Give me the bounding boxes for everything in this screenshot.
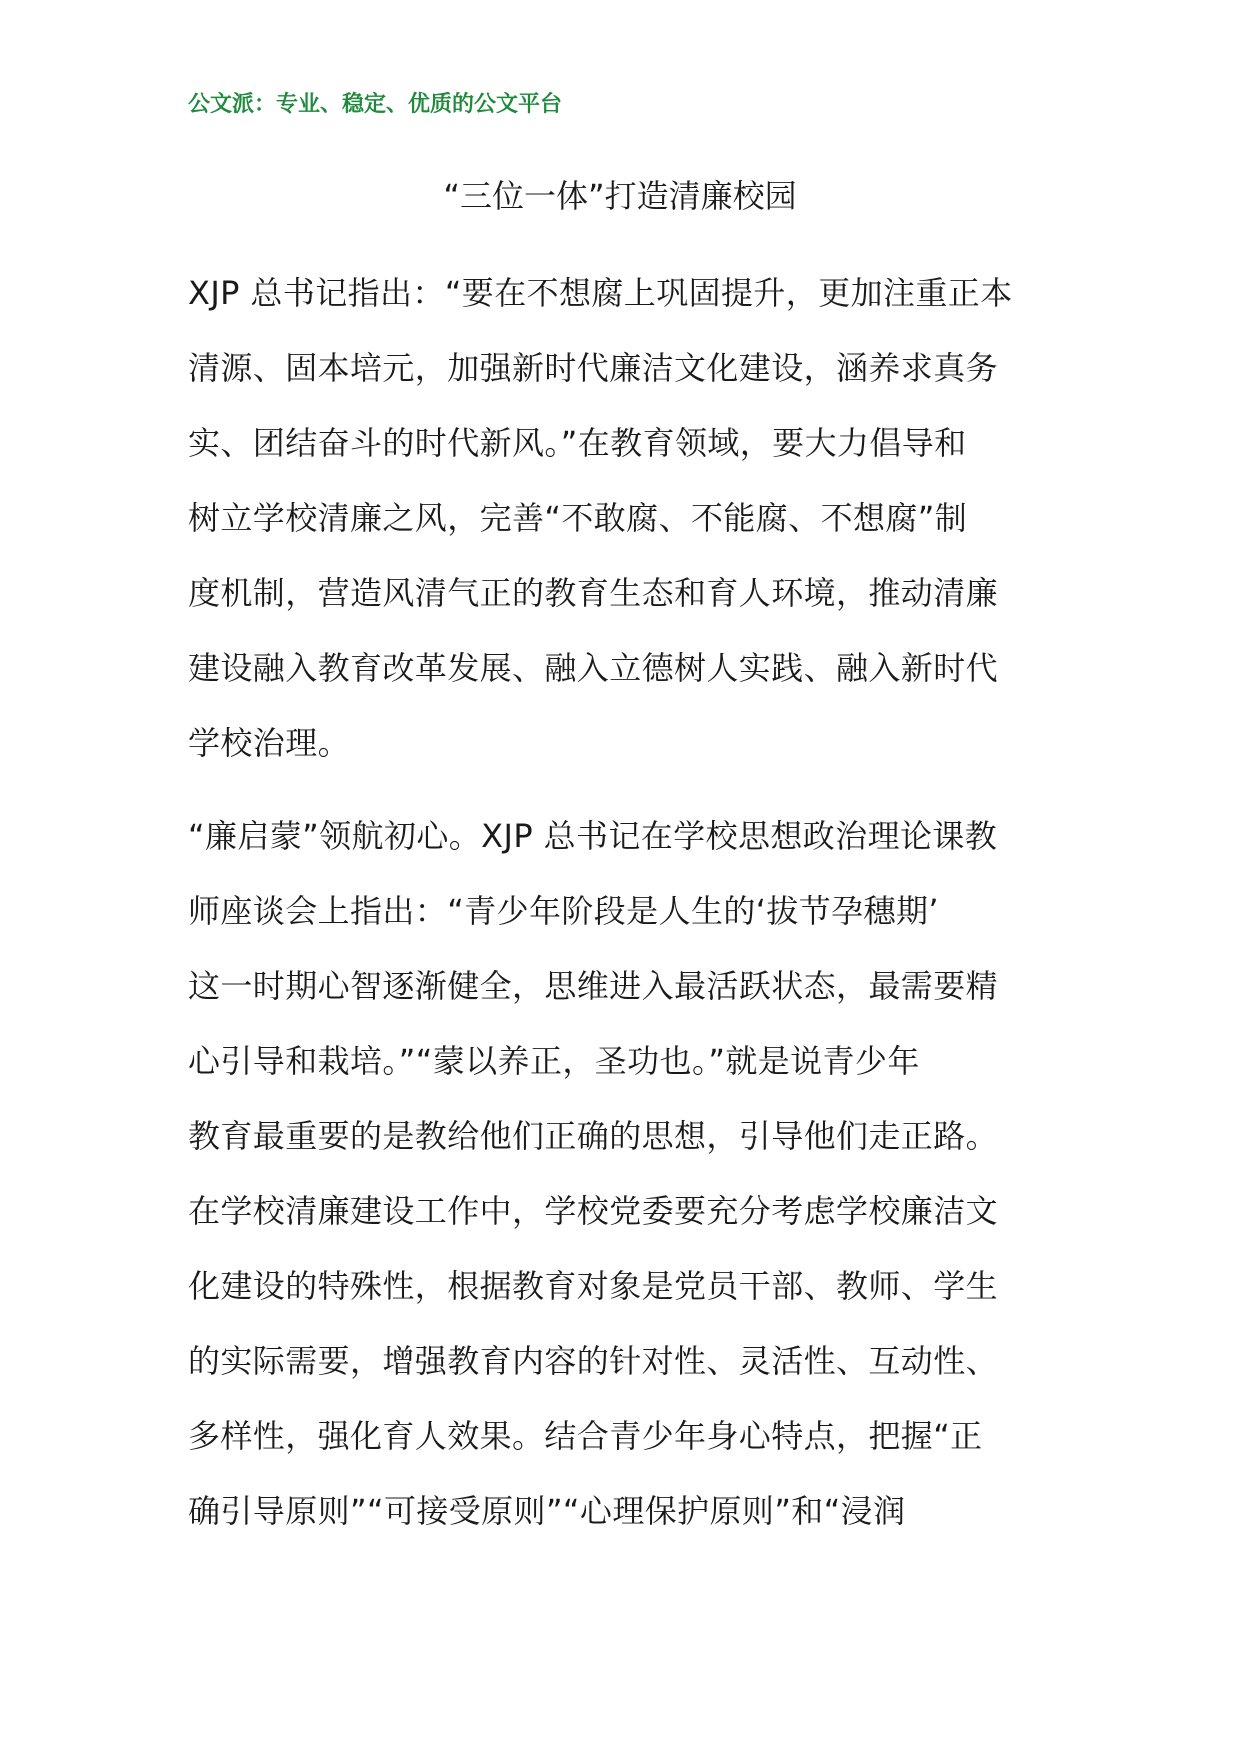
paragraph-spacer bbox=[188, 781, 1064, 799]
document-title: “三位一体”打造清廉校园 bbox=[443, 177, 797, 215]
text-line: 清源、固本培元，加强新时代廉洁文化建设，涵养求真务 bbox=[188, 349, 999, 387]
paragraph-2 bbox=[188, 799, 1064, 1549]
document-body bbox=[188, 256, 1064, 1549]
text-line: 化建设的特殊性，根据教育对象是党员干部、教师、学生 bbox=[188, 1267, 999, 1305]
text-line: 教育最重要的是教给他们正确的思想，引导他们走正路。 bbox=[188, 1117, 999, 1155]
platform-tagline: 公文派：专业、稳定、优质的公文平台 bbox=[188, 92, 563, 117]
text-line: 实、团结奋斗的时代新风。”在教育领域，要大力倡导和 bbox=[188, 424, 967, 462]
text-line: 建设融入教育改革发展、融入立德树人实践、融入新时代 bbox=[188, 649, 999, 687]
text-line: 的实际需要，增强教育内容的针对性、灵活性、互动性、 bbox=[188, 1342, 999, 1380]
paragraph-1 bbox=[188, 256, 1064, 781]
text-line: 树立学校清廉之风，完善“不敢腐、不能腐、不想腐”制 bbox=[188, 499, 968, 537]
text-line: 这一时期心智逐渐健全，思维进入最活跃状态，最需要精 bbox=[188, 967, 999, 1005]
text-line: 在学校清廉建设工作中，学校党委要充分考虑学校廉洁文 bbox=[188, 1192, 999, 1230]
text-line: 度机制，营造风清气正的教育生态和育人环境，推动清廉 bbox=[188, 574, 999, 612]
text-line: 心引导和栽培。”“蒙以养正，圣功也。”就是说青少年 bbox=[188, 1042, 920, 1080]
text-line: 确引导原则”“可接受原则”“心理保护原则”和“浸润 bbox=[188, 1492, 906, 1530]
text-line: “廉启蒙”领航初心。XJP 总书记在学校思想政治理论课教 bbox=[188, 817, 998, 855]
text-line: XJP 总书记指出：“要在不想腐上巩固提升，更加注重正本 bbox=[188, 274, 1013, 312]
text-line: 多样性，强化育人效果。结合青少年身心特点，把握“正 bbox=[188, 1417, 983, 1455]
text-line: 师座谈会上指出：“青少年阶段是人生的‘拔节孕穗期’ bbox=[188, 892, 939, 930]
text-line: 学校治理。 bbox=[188, 724, 351, 762]
